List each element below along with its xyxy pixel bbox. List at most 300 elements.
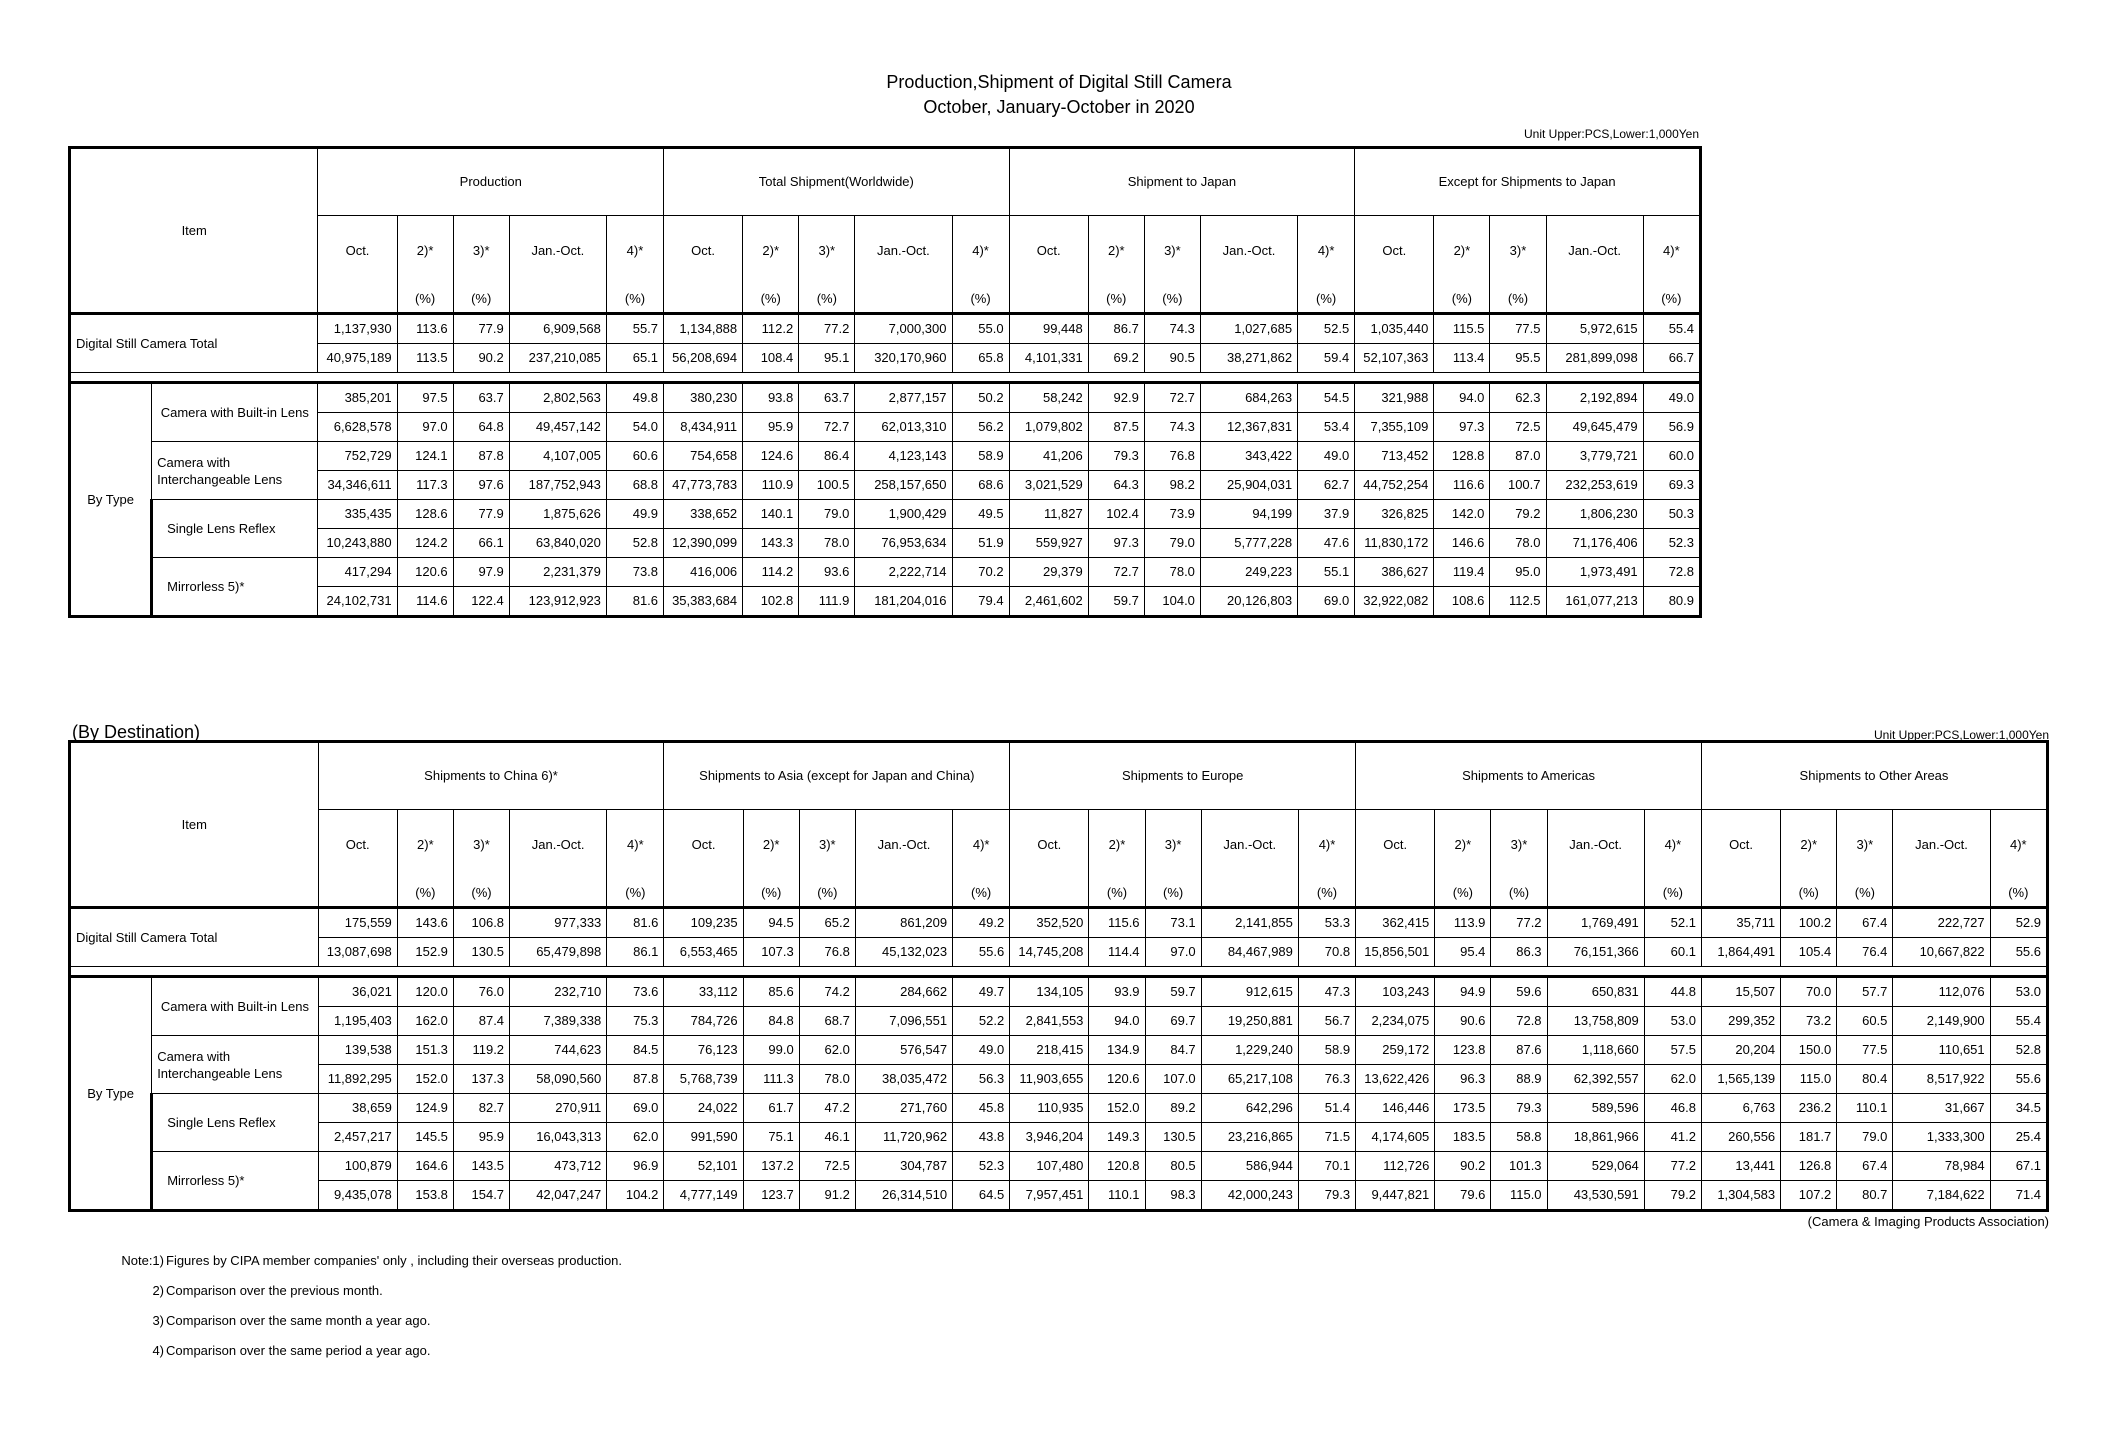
data-cell: 95.0: [1490, 558, 1546, 587]
table-row: [70, 1007, 2048, 1036]
data-cell: 81.6: [606, 587, 663, 617]
data-cell: 94.0: [1434, 383, 1490, 413]
percent-label: (%): [799, 286, 855, 314]
data-cell: 126.8: [1781, 1152, 1837, 1181]
data-cell: 107.0: [1145, 1065, 1201, 1094]
data-cell: 13,441: [1701, 1152, 1780, 1181]
blank-cell: [1701, 880, 1780, 908]
data-cell: 650,831: [1547, 977, 1644, 1007]
data-cell: 385,201: [318, 383, 397, 413]
data-cell: 69.7: [1145, 1007, 1201, 1036]
group-header: Except for Shipments to Japan: [1355, 148, 1701, 216]
data-cell: 99.0: [743, 1036, 799, 1065]
data-cell: 87.4: [453, 1007, 509, 1036]
data-cell: 13,758,809: [1547, 1007, 1644, 1036]
data-cell: 25.4: [1990, 1123, 2047, 1152]
percent-label: (%): [1089, 880, 1145, 908]
row-label-interchangeable: Camera with Interchangeable Lens: [152, 442, 318, 500]
data-cell: 86.7: [1088, 314, 1144, 344]
data-cell: 589,596: [1547, 1094, 1644, 1123]
column-header: 3)*: [453, 810, 509, 881]
data-cell: 222,727: [1893, 908, 1990, 938]
data-cell: 19,250,881: [1201, 1007, 1298, 1036]
data-cell: 40,975,189: [318, 344, 397, 373]
column-header: Jan.-Oct.: [1201, 810, 1298, 881]
blank-cell: [1547, 880, 1644, 908]
data-cell: 59.7: [1145, 977, 1201, 1007]
data-cell: 88.9: [1491, 1065, 1547, 1094]
data-cell: 152.0: [397, 1065, 453, 1094]
data-cell: 52.1: [1644, 908, 1701, 938]
data-cell: 1,137,930: [318, 314, 397, 344]
data-cell: 60.1: [1644, 938, 1701, 967]
table-row: [70, 442, 1701, 471]
row-label-slr: Single Lens Reflex: [152, 1094, 318, 1152]
data-cell: 49.0: [1643, 383, 1700, 413]
data-cell: 112.2: [743, 314, 799, 344]
data-cell: 79.2: [1644, 1181, 1701, 1211]
data-cell: 93.6: [799, 558, 855, 587]
data-cell: 70.1: [1298, 1152, 1355, 1181]
data-cell: 473,712: [510, 1152, 607, 1181]
item-header: Item: [70, 148, 318, 314]
data-cell: 4,123,143: [855, 442, 952, 471]
data-cell: 110.1: [1089, 1181, 1145, 1211]
data-cell: 58.9: [952, 442, 1009, 471]
data-cell: 55.6: [1990, 938, 2047, 967]
data-cell: 35,383,684: [664, 587, 743, 617]
data-cell: 122.4: [453, 587, 509, 617]
data-cell: 50.2: [952, 383, 1009, 413]
column-header: Oct.: [1010, 810, 1089, 881]
data-cell: 92.9: [1088, 383, 1144, 413]
data-cell: 110,935: [1010, 1094, 1089, 1123]
group-header: Shipments to Other Areas: [1701, 742, 2047, 810]
data-cell: 130.5: [1145, 1123, 1201, 1152]
data-cell: 115.6: [1089, 908, 1145, 938]
data-cell: 128.8: [1434, 442, 1490, 471]
data-cell: 58,242: [1009, 383, 1088, 413]
data-cell: 69.0: [1298, 587, 1355, 617]
data-cell: 119.2: [453, 1036, 509, 1065]
data-cell: 270,911: [510, 1094, 607, 1123]
data-cell: 45,132,023: [855, 938, 952, 967]
column-header: Jan.-Oct.: [1546, 216, 1643, 287]
data-cell: 94.0: [1089, 1007, 1145, 1036]
percent-label: (%): [1088, 286, 1144, 314]
column-header: 3)*: [799, 810, 855, 881]
data-cell: 49.7: [953, 977, 1010, 1007]
data-cell: 87.6: [1491, 1036, 1547, 1065]
data-cell: 784,726: [664, 1007, 743, 1036]
data-cell: 9,435,078: [318, 1181, 397, 1211]
data-cell: 64.8: [453, 413, 509, 442]
association-credit: (Camera & Imaging Products Association): [1807, 1214, 2049, 1229]
blank-cell: [1010, 880, 1089, 908]
data-cell: 281,899,098: [1546, 344, 1643, 373]
data-cell: 5,777,228: [1200, 529, 1297, 558]
data-cell: 44.8: [1644, 977, 1701, 1007]
data-cell: 146,446: [1356, 1094, 1435, 1123]
data-cell: 55.0: [952, 314, 1009, 344]
data-cell: 52,101: [664, 1152, 743, 1181]
data-cell: 236.2: [1781, 1094, 1837, 1123]
data-cell: 744,623: [510, 1036, 607, 1065]
data-cell: 232,710: [510, 977, 607, 1007]
data-cell: 6,553,465: [664, 938, 743, 967]
group-header: Shipments to Europe: [1010, 742, 1356, 810]
data-cell: 59.4: [1298, 344, 1355, 373]
data-cell: 80.5: [1145, 1152, 1201, 1181]
data-cell: 54.0: [606, 413, 663, 442]
data-cell: 34,346,611: [318, 471, 397, 500]
data-cell: 362,415: [1356, 908, 1435, 938]
percent-label: (%): [1298, 880, 1355, 908]
percent-label: (%): [952, 286, 1009, 314]
data-cell: 271,760: [855, 1094, 952, 1123]
data-cell: 107,480: [1010, 1152, 1089, 1181]
data-cell: 43,530,591: [1547, 1181, 1644, 1211]
data-cell: 49.0: [953, 1036, 1010, 1065]
note-text: Comparison over the same period a year ago.: [166, 1343, 431, 1358]
data-cell: 52.5: [1298, 314, 1355, 344]
data-cell: 76,123: [664, 1036, 743, 1065]
blank-cell: [664, 286, 743, 314]
data-cell: 116.6: [1434, 471, 1490, 500]
data-cell: 3,946,204: [1010, 1123, 1089, 1152]
row-label-interchangeable: Camera with Interchangeable Lens: [152, 1036, 318, 1094]
percent-label: (%): [743, 286, 799, 314]
data-cell: 529,064: [1547, 1152, 1644, 1181]
data-cell: 62.0: [607, 1123, 664, 1152]
unit-note-top: Unit Upper:PCS,Lower:1,000Yen: [1524, 127, 1699, 141]
data-cell: 6,628,578: [318, 413, 397, 442]
data-cell: 24,022: [664, 1094, 743, 1123]
data-cell: 62.0: [799, 1036, 855, 1065]
data-cell: 98.3: [1145, 1181, 1201, 1211]
data-cell: 36,021: [318, 977, 397, 1007]
data-cell: 65,479,898: [510, 938, 607, 967]
data-cell: 70.0: [1781, 977, 1837, 1007]
data-cell: 113.6: [397, 314, 453, 344]
data-cell: 55.1: [1298, 558, 1355, 587]
data-cell: 98.2: [1144, 471, 1200, 500]
percent-label: (%): [1837, 880, 1893, 908]
data-cell: 72.8: [1491, 1007, 1547, 1036]
percent-label: (%): [1781, 880, 1837, 908]
data-cell: 52.2: [953, 1007, 1010, 1036]
data-cell: 861,209: [855, 908, 952, 938]
data-cell: 119.4: [1434, 558, 1490, 587]
column-header: Oct.: [1355, 216, 1434, 287]
data-cell: 97.3: [1088, 529, 1144, 558]
data-cell: 55.4: [1990, 1007, 2047, 1036]
data-cell: 112.5: [1490, 587, 1546, 617]
data-cell: 258,157,650: [855, 471, 952, 500]
data-cell: 56.7: [1298, 1007, 1355, 1036]
data-cell: 1,195,403: [318, 1007, 397, 1036]
data-cell: 137.2: [743, 1152, 799, 1181]
column-header: Jan.-Oct.: [509, 216, 606, 287]
data-cell: 752,729: [318, 442, 397, 471]
data-cell: 10,667,822: [1893, 938, 1990, 967]
data-cell: 47.6: [1298, 529, 1355, 558]
percent-label: (%): [799, 880, 855, 908]
column-header: 3)*: [453, 216, 509, 287]
data-cell: 57.7: [1837, 977, 1893, 1007]
group-header: Shipments to China 6)*: [318, 742, 664, 810]
data-cell: 95.9: [453, 1123, 509, 1152]
data-cell: 79.3: [1491, 1094, 1547, 1123]
note-number: 4): [152, 1343, 164, 1358]
data-cell: 13,087,698: [318, 938, 397, 967]
data-cell: 105.4: [1781, 938, 1837, 967]
data-cell: 56.9: [1643, 413, 1700, 442]
data-cell: 140.1: [743, 500, 799, 529]
note-text: Comparison over the previous month.: [166, 1283, 383, 1298]
data-cell: 6,909,568: [509, 314, 606, 344]
data-cell: 87.0: [1490, 442, 1546, 471]
data-cell: 343,422: [1200, 442, 1297, 471]
data-cell: 66.7: [1643, 344, 1700, 373]
data-cell: 1,229,240: [1201, 1036, 1298, 1065]
data-cell: 110,651: [1893, 1036, 1990, 1065]
table-row: [70, 314, 1701, 344]
data-cell: 1,769,491: [1547, 908, 1644, 938]
column-header: Oct.: [664, 216, 743, 287]
data-cell: 912,615: [1201, 977, 1298, 1007]
data-cell: 79.0: [1144, 529, 1200, 558]
data-cell: 67.4: [1837, 908, 1893, 938]
percent-label: (%): [1990, 880, 2047, 908]
data-cell: 56,208,694: [664, 344, 743, 373]
data-cell: 57.5: [1644, 1036, 1701, 1065]
percent-label: (%): [606, 286, 663, 314]
data-cell: 29,379: [1009, 558, 1088, 587]
data-cell: 55.6: [1990, 1065, 2047, 1094]
data-cell: 55.6: [953, 938, 1010, 967]
data-cell: 61.7: [743, 1094, 799, 1123]
data-cell: 87.5: [1088, 413, 1144, 442]
column-header: 4)*: [1298, 810, 1355, 881]
blank-cell: [1356, 880, 1435, 908]
data-cell: 77.5: [1490, 314, 1546, 344]
data-cell: 107.2: [1781, 1181, 1837, 1211]
data-cell: 2,802,563: [509, 383, 606, 413]
data-cell: 237,210,085: [509, 344, 606, 373]
percent-label: (%): [1144, 286, 1200, 314]
data-cell: 8,517,922: [1893, 1065, 1990, 1094]
data-cell: 67.4: [1837, 1152, 1893, 1181]
data-cell: 72.8: [1643, 558, 1700, 587]
data-cell: 64.3: [1088, 471, 1144, 500]
data-cell: 63.7: [799, 383, 855, 413]
data-cell: 38,035,472: [855, 1065, 952, 1094]
data-cell: 76.8: [799, 938, 855, 967]
column-header: Oct.: [1356, 810, 1435, 881]
data-cell: 154.7: [453, 1181, 509, 1211]
column-header: Jan.-Oct.: [1200, 216, 1297, 287]
notes: [104, 1246, 1004, 1366]
data-cell: 9,447,821: [1356, 1181, 1435, 1211]
data-cell: 90.2: [1435, 1152, 1491, 1181]
data-cell: 110.1: [1837, 1094, 1893, 1123]
data-cell: 53.0: [1990, 977, 2047, 1007]
data-cell: 33,112: [664, 977, 743, 1007]
data-cell: 16,043,313: [510, 1123, 607, 1152]
data-cell: 260,556: [1701, 1123, 1780, 1152]
data-cell: 15,856,501: [1356, 938, 1435, 967]
column-header: 4)*: [1990, 810, 2047, 881]
column-header: 4)*: [607, 810, 664, 881]
data-cell: 4,777,149: [664, 1181, 743, 1211]
data-cell: 143.3: [743, 529, 799, 558]
data-cell: 123.7: [743, 1181, 799, 1211]
row-label-by-type: By Type: [70, 977, 152, 1211]
data-cell: 139,538: [318, 1036, 397, 1065]
item-header: Item: [70, 742, 319, 908]
data-cell: 62.3: [1490, 383, 1546, 413]
data-cell: 120.6: [397, 558, 453, 587]
data-cell: 320,170,960: [855, 344, 952, 373]
data-cell: 72.5: [799, 1152, 855, 1181]
data-cell: 102.4: [1088, 500, 1144, 529]
data-cell: 12,390,099: [664, 529, 743, 558]
data-cell: 115.0: [1491, 1181, 1547, 1211]
data-cell: 124.6: [743, 442, 799, 471]
data-cell: 183.5: [1435, 1123, 1491, 1152]
column-header: 3)*: [1490, 216, 1546, 287]
data-cell: 20,126,803: [1200, 587, 1297, 617]
data-cell: 103,243: [1356, 977, 1435, 1007]
blank-cell: [855, 880, 952, 908]
data-cell: 108.4: [743, 344, 799, 373]
data-cell: 130.5: [453, 938, 509, 967]
data-cell: 104.0: [1144, 587, 1200, 617]
data-cell: 93.8: [743, 383, 799, 413]
data-cell: 80.9: [1643, 587, 1700, 617]
column-header: 4)*: [1644, 810, 1701, 881]
data-cell: 7,355,109: [1355, 413, 1434, 442]
table-row: [70, 1123, 2048, 1152]
data-cell: 1,333,300: [1893, 1123, 1990, 1152]
data-cell: 26,314,510: [855, 1181, 952, 1211]
data-cell: 1,875,626: [509, 500, 606, 529]
column-header: Oct.: [1701, 810, 1780, 881]
percent-label: (%): [953, 880, 1010, 908]
percent-label: (%): [1490, 286, 1546, 314]
column-header: Oct.: [318, 810, 397, 881]
data-cell: 114.4: [1089, 938, 1145, 967]
data-cell: 20,204: [1701, 1036, 1780, 1065]
column-header: 4)*: [606, 216, 663, 287]
data-cell: 5,972,615: [1546, 314, 1643, 344]
data-cell: 32,922,082: [1355, 587, 1434, 617]
data-cell: 84,467,989: [1201, 938, 1298, 967]
data-cell: 69.0: [607, 1094, 664, 1123]
data-cell: 1,118,660: [1547, 1036, 1644, 1065]
data-cell: 68.8: [606, 471, 663, 500]
column-header: 4)*: [953, 810, 1010, 881]
data-cell: 113.9: [1435, 908, 1491, 938]
data-cell: 232,253,619: [1546, 471, 1643, 500]
data-cell: 78.0: [799, 529, 855, 558]
data-cell: 25,904,031: [1200, 471, 1297, 500]
percent-label: (%): [607, 880, 664, 908]
blank-cell: [318, 286, 397, 314]
data-cell: 7,957,451: [1010, 1181, 1089, 1211]
data-cell: 62.7: [1298, 471, 1355, 500]
data-cell: 74.3: [1144, 413, 1200, 442]
column-header: 2)*: [397, 216, 453, 287]
data-cell: 97.0: [1145, 938, 1201, 967]
data-cell: 95.5: [1490, 344, 1546, 373]
data-cell: 162.0: [397, 1007, 453, 1036]
data-cell: 53.0: [1644, 1007, 1701, 1036]
data-cell: 338,652: [664, 500, 743, 529]
blank-cell: [664, 880, 743, 908]
data-cell: 181.7: [1781, 1123, 1837, 1152]
data-cell: 44,752,254: [1355, 471, 1434, 500]
table-row: [70, 383, 1701, 413]
data-cell: 45.8: [953, 1094, 1010, 1123]
data-cell: 62,013,310: [855, 413, 952, 442]
data-cell: 181,204,016: [855, 587, 952, 617]
data-cell: 3,021,529: [1009, 471, 1088, 500]
data-cell: 7,389,338: [510, 1007, 607, 1036]
data-cell: 2,149,900: [1893, 1007, 1990, 1036]
data-cell: 96.9: [607, 1152, 664, 1181]
data-cell: 76,151,366: [1547, 938, 1644, 967]
group-header: Production: [318, 148, 664, 216]
data-cell: 55.7: [606, 314, 663, 344]
data-cell: 6,763: [1701, 1094, 1780, 1123]
data-cell: 84.5: [607, 1036, 664, 1065]
data-cell: 77.2: [799, 314, 855, 344]
blank-cell: [509, 286, 606, 314]
data-cell: 977,333: [510, 908, 607, 938]
data-cell: 1,565,139: [1701, 1065, 1780, 1094]
percent-label: (%): [1644, 880, 1701, 908]
data-cell: 117.3: [397, 471, 453, 500]
data-cell: 12,367,831: [1200, 413, 1297, 442]
data-cell: 2,461,602: [1009, 587, 1088, 617]
page-title: Production,Shipment of Digital Still Camera: [886, 72, 1232, 92]
note-item: [104, 1336, 1004, 1366]
data-cell: 173.5: [1435, 1094, 1491, 1123]
data-cell: 284,662: [855, 977, 952, 1007]
data-cell: 87.8: [453, 442, 509, 471]
data-cell: 75.3: [607, 1007, 664, 1036]
data-cell: 59.7: [1088, 587, 1144, 617]
table-row: [70, 977, 2048, 1007]
unit-note-bottom: Unit Upper:PCS,Lower:1,000Yen: [1874, 728, 2049, 742]
row-label-total: Digital Still Camera Total: [70, 908, 319, 967]
data-cell: 1,900,429: [855, 500, 952, 529]
data-cell: 56.3: [953, 1065, 1010, 1094]
data-cell: 2,877,157: [855, 383, 952, 413]
data-cell: 335,435: [318, 500, 397, 529]
data-cell: 1,973,491: [1546, 558, 1643, 587]
data-cell: 86.4: [799, 442, 855, 471]
data-cell: 58.9: [1298, 1036, 1355, 1065]
data-cell: 2,841,553: [1010, 1007, 1089, 1036]
column-header: 4)*: [1298, 216, 1355, 287]
data-cell: 67.1: [1990, 1152, 2047, 1181]
data-cell: 62.0: [1644, 1065, 1701, 1094]
data-cell: 46.8: [1644, 1094, 1701, 1123]
data-cell: 1,864,491: [1701, 938, 1780, 967]
